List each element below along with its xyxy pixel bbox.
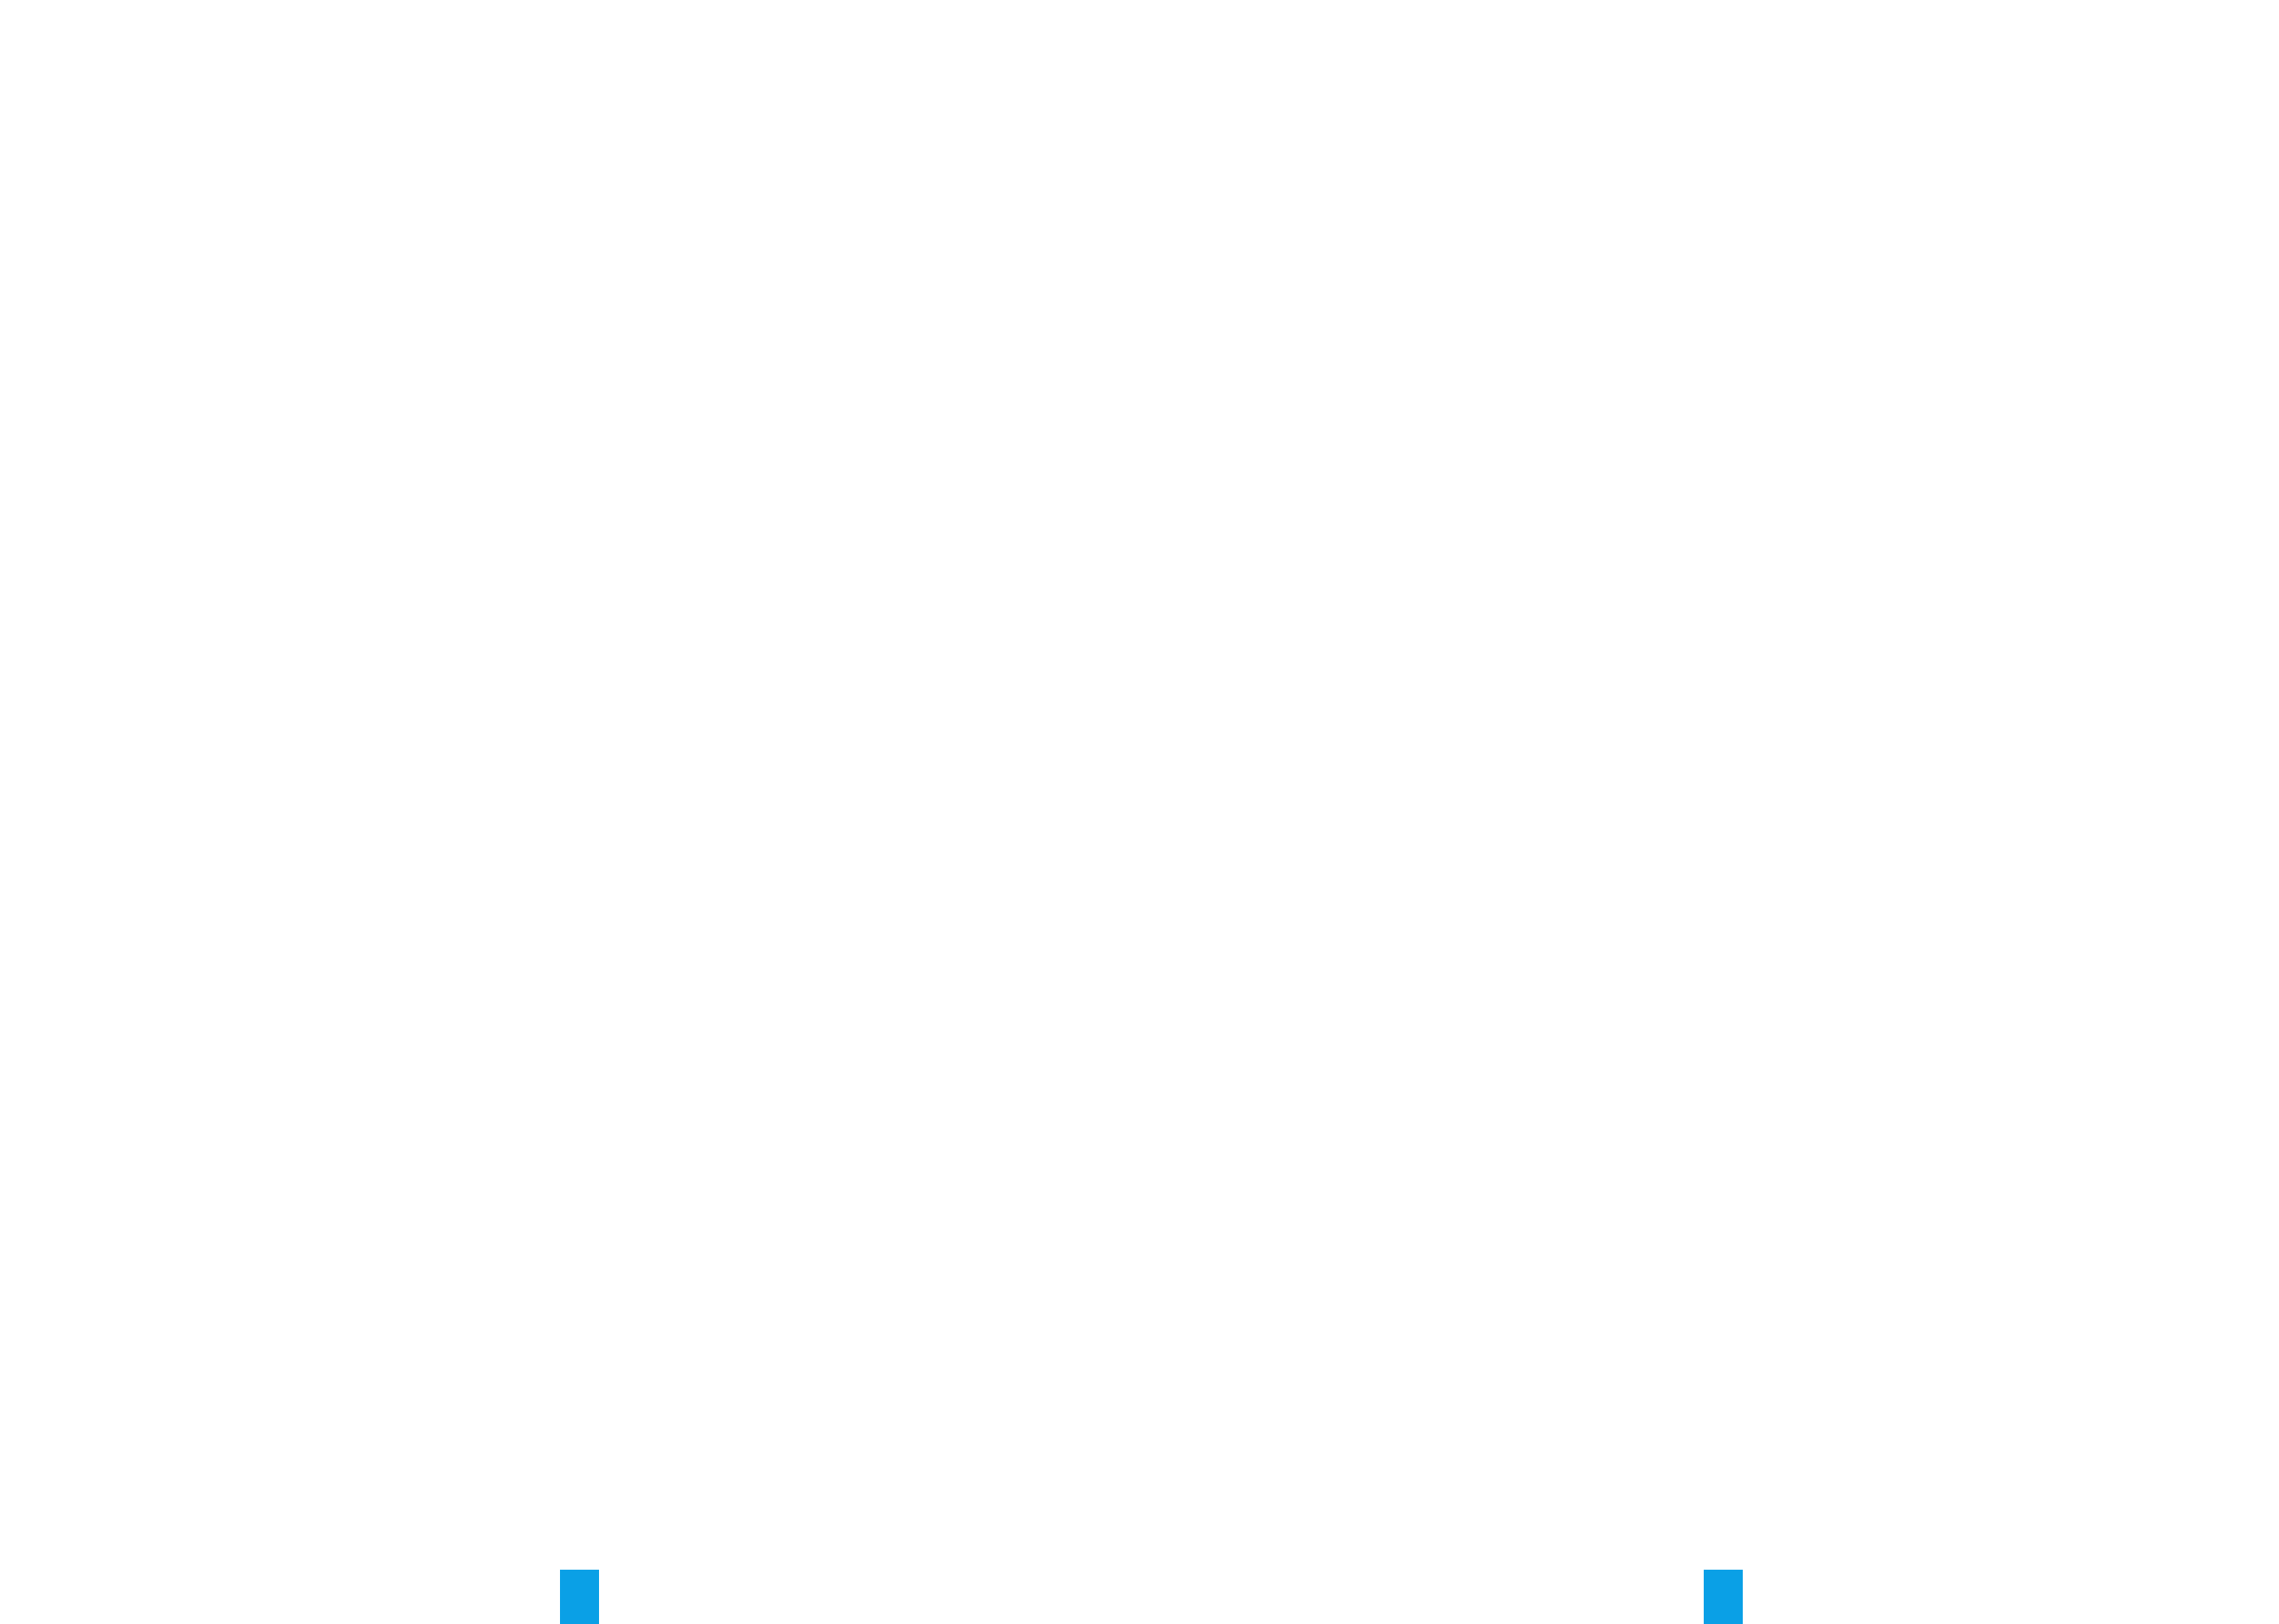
page-number-2 bbox=[1704, 1570, 1743, 1624]
page-number-1 bbox=[560, 1570, 599, 1624]
